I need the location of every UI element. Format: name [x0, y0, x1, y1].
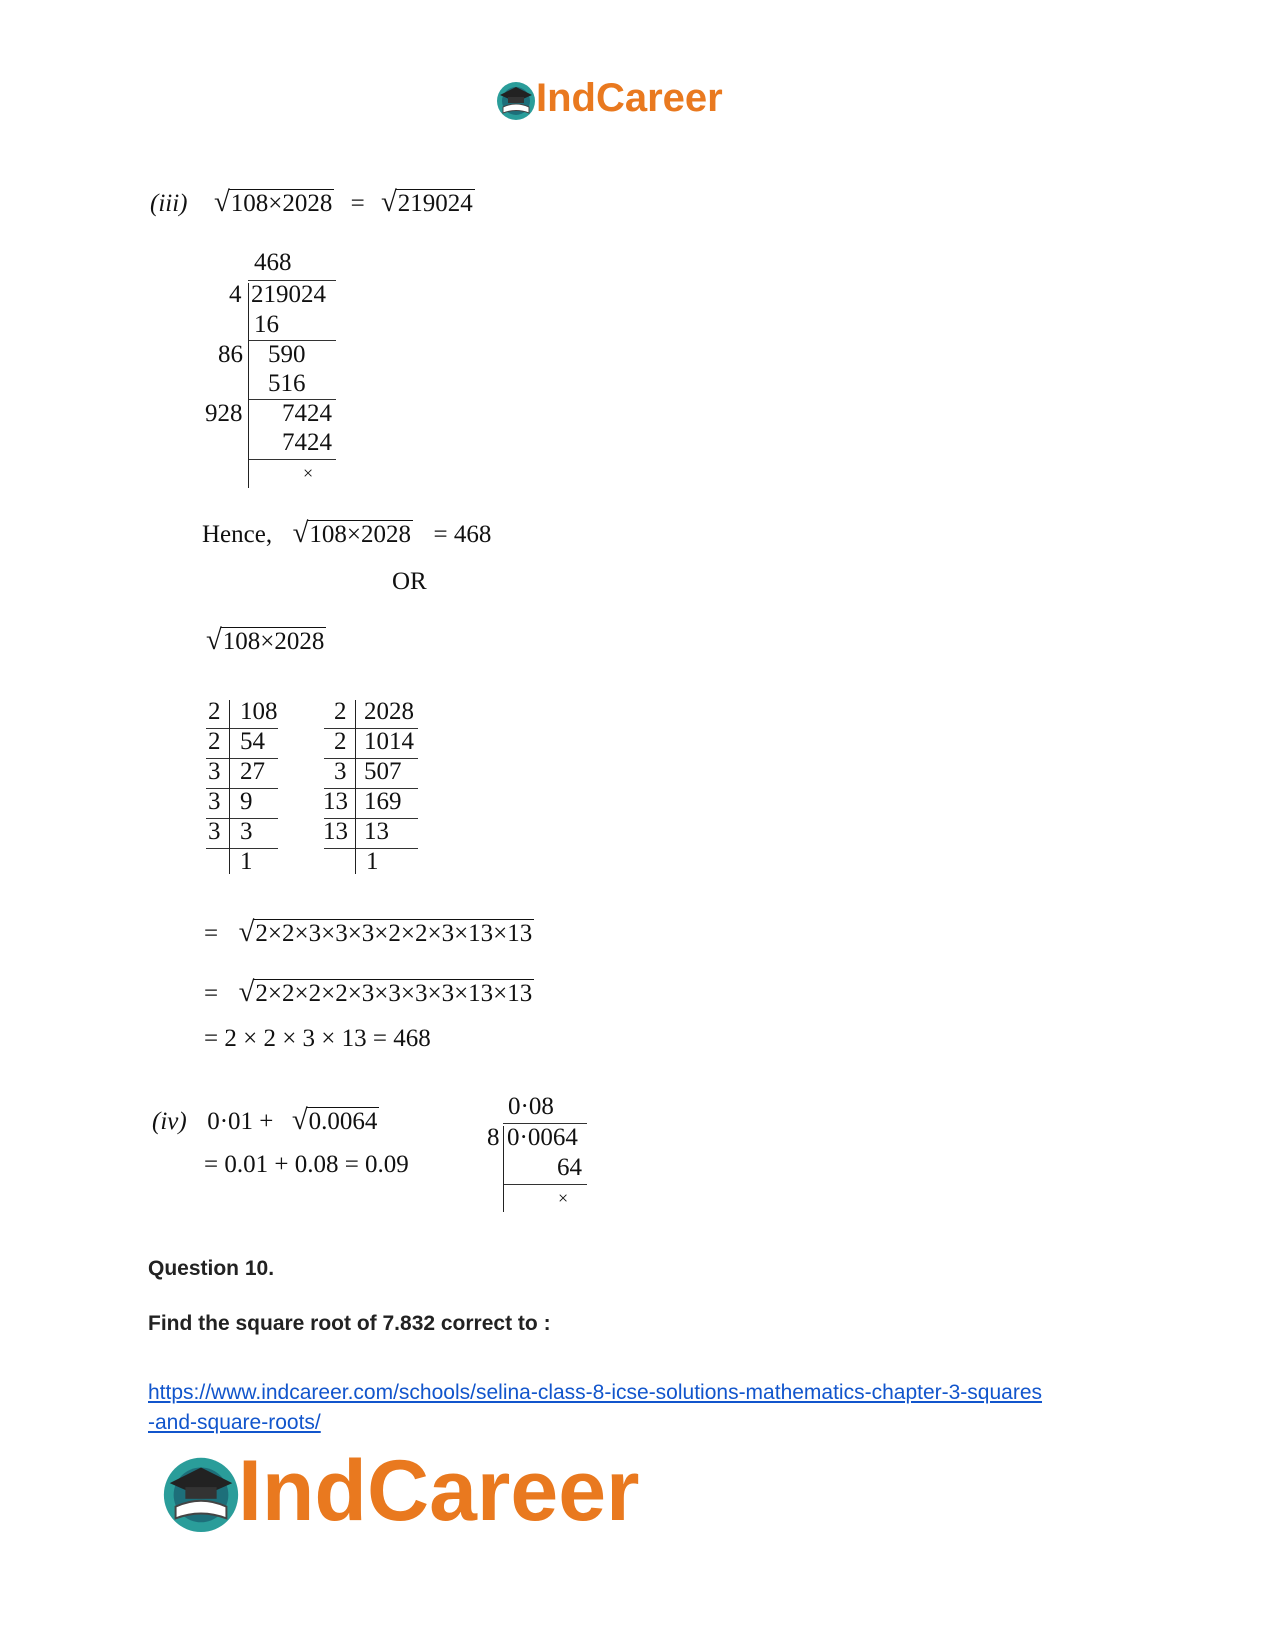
radicand: 108×2028 [230, 190, 333, 217]
step-line: 64 [557, 1154, 582, 1181]
factor-value: 9 [240, 788, 253, 815]
factor-value: 3 [240, 818, 253, 845]
factor-divisor: 3 [208, 788, 221, 815]
factor-value: 2028 [364, 698, 414, 725]
step-line: 7424 [282, 429, 332, 456]
radicand: 2×2×3×3×3×2×2×3×13×13 [255, 920, 533, 947]
radicand: 219024 [397, 190, 473, 217]
logo-wordmark: IndCareer [238, 1443, 640, 1539]
expression-prefix: 0·01 + [207, 1108, 274, 1135]
factor-value: 54 [240, 728, 265, 755]
divisor: 928 [205, 400, 243, 427]
factor-divisor: 3 [334, 758, 347, 785]
radicand: 2×2×2×2×3×3×3×3×13×13 [255, 980, 533, 1007]
divisor: 86 [218, 341, 243, 368]
part-label: (iii) [150, 190, 188, 217]
part-iv-expression [152, 1104, 379, 1137]
factor-divisor: 2 [334, 728, 347, 755]
factor-divisor: 3 [208, 818, 221, 845]
equals: = [350, 190, 365, 217]
factor-value: 27 [240, 758, 265, 785]
factor-divisor: 2 [208, 728, 221, 755]
factor-divisor: 13 [323, 788, 348, 815]
rule [248, 459, 336, 460]
factor-value: 1 [240, 848, 253, 875]
step-line: 16 [254, 311, 279, 338]
factor-divisor: 13 [323, 818, 348, 845]
step-2 [204, 976, 534, 1009]
link-line-1[interactable]: https://www.indcareer.com/schools/selina-class-8-icse-solutions-mathematics-chapter-3-squares [148, 1381, 1043, 1404]
hence-line [202, 517, 491, 550]
radical-expression [206, 624, 326, 657]
quotient: 468 [254, 249, 292, 276]
or-text: OR [392, 568, 427, 595]
hence-label: Hence, [202, 521, 273, 548]
source-link[interactable] [148, 1378, 1042, 1438]
radical-sign: √ [214, 186, 230, 218]
remainder: × [558, 1188, 569, 1208]
factor-divisor: 3 [208, 758, 221, 785]
radical-sign: √ [292, 517, 309, 549]
factor-value: 1 [366, 848, 379, 875]
part-iv-result: = 0.01 + 0.08 = 0.09 [204, 1151, 409, 1178]
factor-value: 507 [364, 758, 402, 785]
footer-logo [158, 1443, 640, 1539]
divisor: 8 [487, 1124, 500, 1151]
factor-vertical [355, 700, 356, 874]
step-1 [204, 916, 534, 949]
factor-value: 1014 [364, 728, 414, 755]
radical-sign: √ [291, 1104, 308, 1136]
factor-vertical [229, 700, 230, 874]
step-line: 7424 [282, 400, 332, 427]
radical-sign: √ [238, 976, 255, 1008]
radicand: 0.0064 [308, 1108, 378, 1135]
division-vertical [503, 1126, 504, 1212]
link-line-2[interactable]: -and-square-roots/ [148, 1411, 321, 1434]
division-vertical [248, 283, 249, 488]
factor-value: 169 [364, 788, 402, 815]
equals: = [204, 920, 219, 947]
step-line: 590 [268, 341, 306, 368]
factor-divisor: 2 [334, 698, 347, 725]
part-iii-equation [150, 186, 475, 219]
part-label: (iv) [152, 1108, 187, 1135]
rule [503, 1184, 587, 1185]
radical-sign: √ [381, 186, 397, 218]
radical-sign: √ [238, 916, 255, 948]
logo-wordmark: IndCareer [536, 76, 723, 120]
question-title: Question 10. [148, 1257, 275, 1280]
graduation-book-icon [158, 1448, 244, 1534]
equals: = [204, 980, 219, 1007]
dividend: 0·0064 [507, 1124, 578, 1151]
step-3: = 2 × 2 × 3 × 13 = 468 [204, 1025, 431, 1052]
divisor: 4 [229, 281, 242, 308]
dividend: 219024 [251, 281, 326, 308]
factor-divisor: 2 [208, 698, 221, 725]
hence-result: = 468 [433, 521, 492, 548]
remainder: × [303, 463, 314, 483]
header-logo [494, 76, 723, 121]
step-line: 516 [268, 370, 306, 397]
radicand: 108×2028 [309, 521, 411, 548]
radical-sign: √ [206, 624, 222, 656]
graduation-book-icon [494, 77, 538, 121]
factor-value: 13 [364, 818, 389, 845]
factor-value: 108 [240, 698, 278, 725]
question-text: Find the square root of 7.832 correct to : [148, 1312, 551, 1335]
quotient: 0·08 [508, 1093, 554, 1120]
radicand: 108×2028 [222, 628, 325, 655]
